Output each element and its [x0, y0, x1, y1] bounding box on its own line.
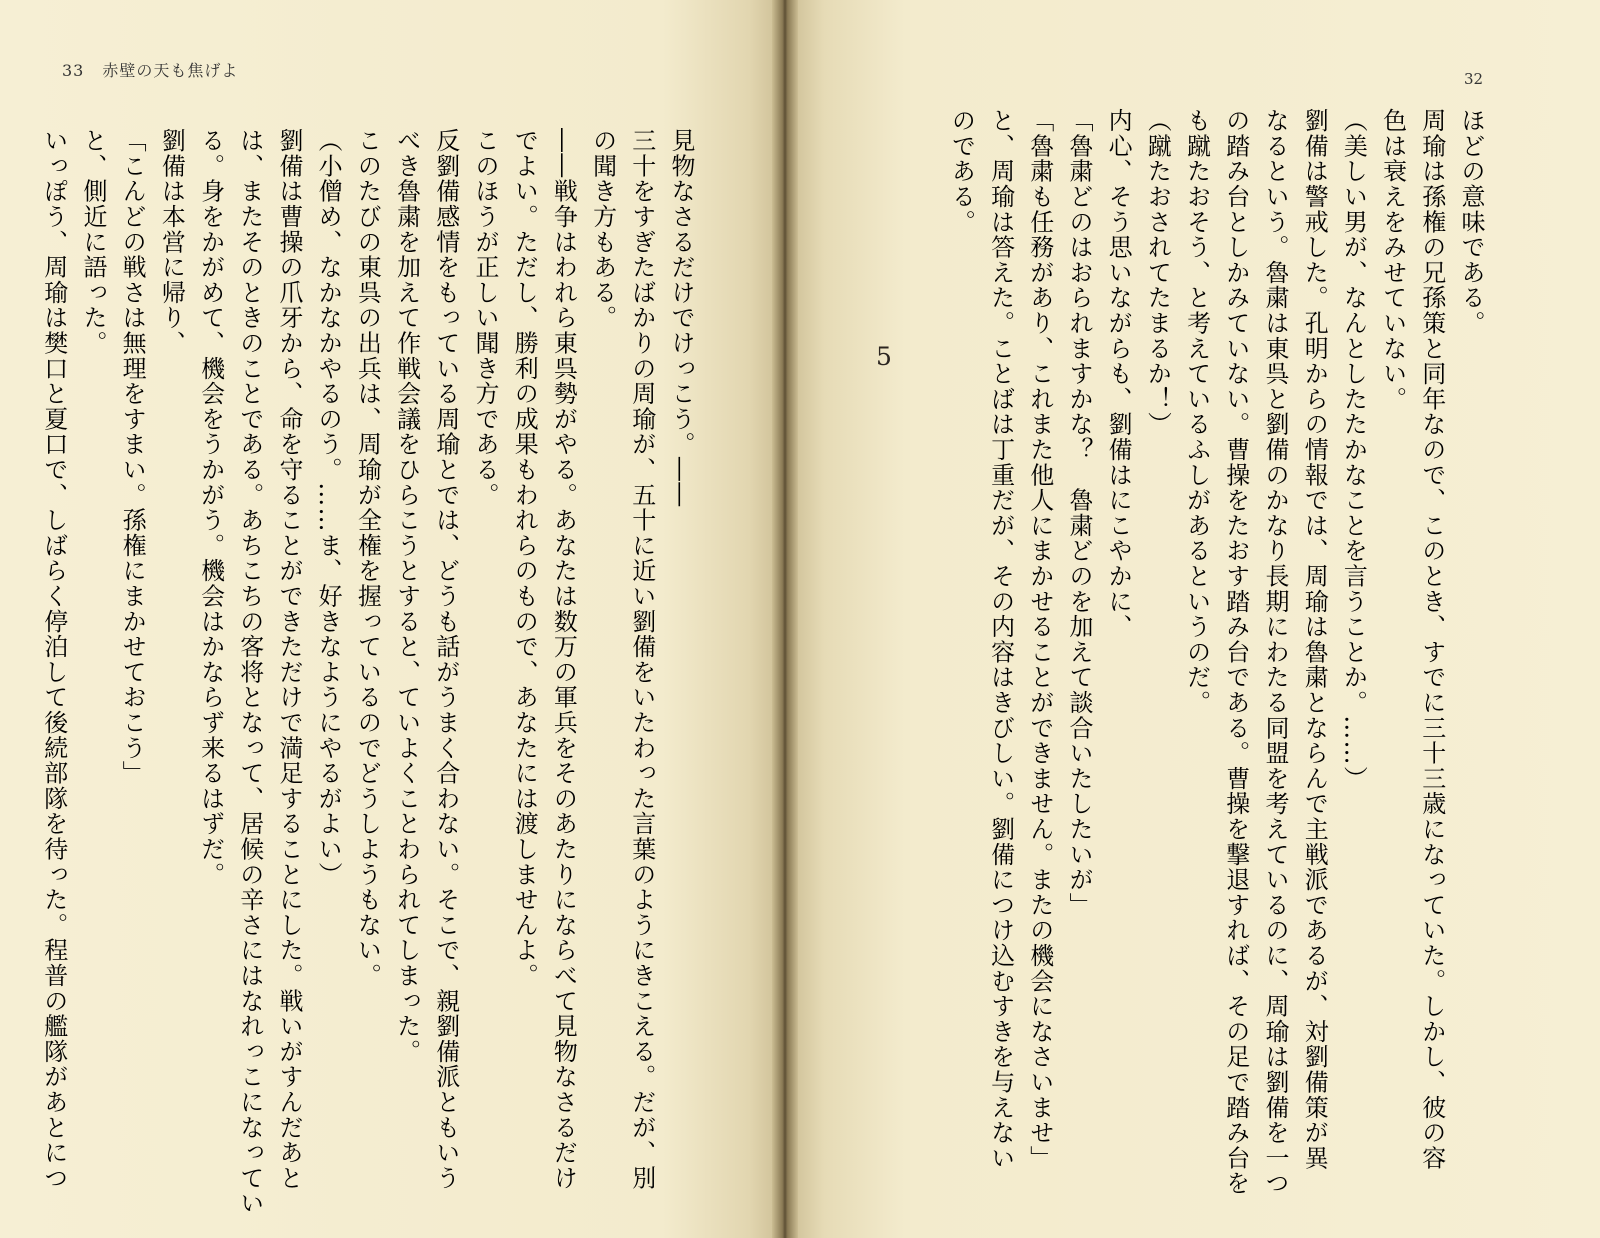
text-line: 「こんどの戦さは無理をすまい。孫権にまかせておこう」 — [118, 128, 147, 786]
text-line: 周瑜は孫権の兄孫策と同年なので、このとき、すでに三十三歳になっていた。しかし、彼の容 — [1417, 108, 1446, 1171]
left-page-header — [62, 58, 238, 81]
left-page-number: 33 — [62, 61, 85, 80]
text-line: の踏み台としかみていない。曹操をたおす踏み台である。曹操を撃退すれば、その足で踏み台を — [1221, 108, 1250, 1196]
text-line: ――戦争はわれら東呉勢がやる。あなたは数万の軍兵をそのあたりにならべて見物なさるだけ — [549, 128, 578, 1191]
text-line: いっぽう、周瑜は樊口と夏口で、しばらく停泊して後続部隊を待った。程普の艦隊があとにつ — [39, 128, 68, 1191]
text-line: このほうが正しい聞き方である。 — [470, 128, 499, 508]
text-line: （美しい男が、なんとしたたかなことを言うことか。……） — [1339, 108, 1368, 792]
book-gutter — [772, 0, 798, 1238]
text-line: 三十をすぎたばかりの周瑜が、五十に近い劉備をいたわった言葉のようにきこえる。だが、別 — [627, 128, 656, 1191]
text-line: 見物なさるだけでけっこう。―― — [667, 128, 695, 508]
left-page-body — [39, 128, 700, 1216]
right-page-body — [947, 108, 1490, 1196]
text-line: と、周瑜は答えた。ことばは丁重だが、その内容はきびしい。劉備につけ込むすきを与えない — [986, 108, 1015, 1171]
text-line: 色は衰えをみせていない。 — [1378, 108, 1407, 412]
text-line: は、またそのときのことである。あちこちの客将となって、居候の辛さにはなれっこになってい — [235, 128, 264, 1216]
section-number: 5 — [876, 342, 892, 371]
text-line: 劉備は警戒した。孔明からの情報では、周瑜は魯粛とならんで主戦派であるが、対劉備策が異 — [1300, 108, 1329, 1171]
text-line: （小僧め、なかなかやるのう。……ま、好きなようにやるがよい） — [314, 128, 343, 887]
text-line: 劉備は曹操の爪牙から、命を守ることができただけで満足することにした。戦いがすんだあと — [274, 128, 303, 1191]
text-line: べき魯粛を加えて作戦会議をひらこうとすると、ていよくことわられてしまった。 — [392, 128, 421, 1065]
text-line: 「魯粛どのはおられますかな？ 魯粛どのを加えて談合いたしたいが」 — [1064, 108, 1093, 918]
right-page-number: 32 — [1464, 70, 1484, 88]
running-title: 赤壁の天も焦げよ — [102, 61, 239, 80]
text-line: のである。 — [947, 108, 976, 235]
text-line: なるという。魯粛は東呉と劉備のかなり長期にわたる同盟を考えているのに、周瑜は劉備を一つ — [1260, 108, 1289, 1196]
text-line: （蹴たおされてたまるか！） — [1143, 108, 1172, 437]
text-line: る。身をかがめて、機会をうかがう。機会はかならず来るはずだ。 — [196, 128, 225, 887]
text-line: 劉備は本営に帰り、 — [157, 128, 186, 356]
text-line: 反劉備感情をもっている周瑜とでは、どうも話がうまく合わない。そこで、親劉備派ともいう — [431, 128, 460, 1191]
text-line: の聞き方もある。 — [588, 128, 617, 331]
text-line: と、側近に語った。 — [78, 128, 107, 356]
text-line: 内心、そう思いながらも、劉備はにこやかに、 — [1104, 108, 1133, 640]
text-line: でよい。ただし、勝利の成果もわれらのもので、あなたには渡しませんよ。 — [510, 128, 539, 989]
text-line: ほどの意味である。 — [1457, 108, 1485, 336]
text-line: このたびの東呉の出兵は、周瑜が全権を握っているのでどうしようもない。 — [353, 128, 382, 989]
text-line: も蹴たおそう、と考えているふしがあるというのだ。 — [1182, 108, 1211, 716]
text-line: 「魯粛も任務があり、これまた他人にまかせることができません。またの機会になさいませ」 — [1025, 108, 1054, 1171]
